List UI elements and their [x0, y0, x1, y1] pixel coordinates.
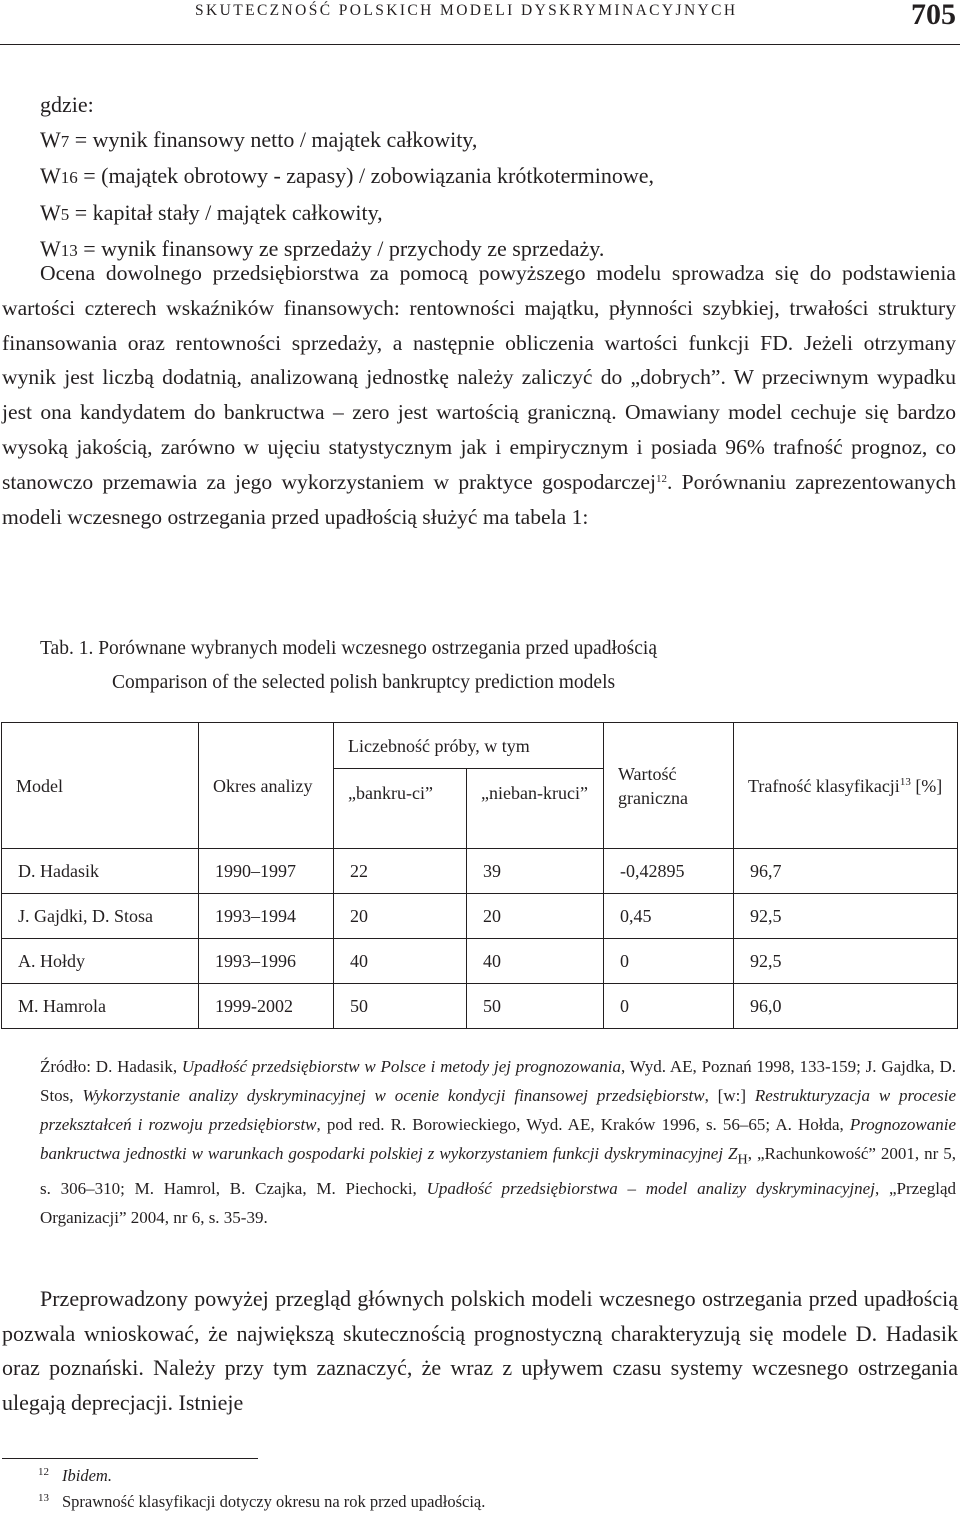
formula-text: = (majątek obrotowy - zapasy) / zobowiązania krótkoterminowe,	[77, 163, 655, 189]
formula-index: 16	[60, 168, 78, 188]
source-text: Źródło: D. Hadasik,	[40, 1057, 182, 1076]
header-period: Okres analizy	[199, 723, 334, 849]
formula-text: = wynik finansowy netto / majątek całkowity,	[69, 126, 478, 152]
formula-line	[40, 196, 955, 233]
header-sample: Liczebność próby, w tym	[334, 723, 604, 769]
cell-model: D. Hadasik	[2, 849, 199, 894]
formula-definitions	[40, 88, 955, 269]
footnote-text: Sprawność klasyfikacji dotyczy okresu na rok przed upadłością.	[62, 1492, 486, 1511]
formula-var: W	[40, 163, 61, 189]
header-accuracy-label: Trafność klasyfikacji	[748, 775, 900, 796]
table-row	[2, 849, 958, 894]
footnote-text: Ibidem.	[62, 1466, 112, 1485]
header-threshold: Wartość graniczna	[604, 723, 734, 849]
formula-line	[40, 159, 955, 196]
cell-threshold: -0,42895	[604, 849, 734, 894]
cell-accuracy: 92,5	[734, 894, 958, 939]
header-accuracy-unit: [%]	[910, 775, 943, 796]
running-title: SKUTECZNOŚĆ POLSKICH MODELI DYSKRYMINACYJNYCH	[195, 2, 738, 19]
cell-accuracy: 96,0	[734, 984, 958, 1029]
footnote-divider	[2, 1458, 258, 1459]
formula-text: = wynik finansowy ze sprzedaży / przychody ze sprzedaży.	[77, 236, 605, 262]
cell-threshold: 0	[604, 984, 734, 1029]
table-caption: Tab. 1. Porównane wybranych modeli wczesnego ostrzegania przed upadłością	[40, 638, 658, 659]
cell-period: 1990–1997	[199, 849, 334, 894]
formula-line	[40, 123, 955, 160]
header-nonbankrupt: „nieban-kruci”	[467, 769, 604, 849]
formula-var: W	[40, 199, 61, 225]
source-text: , pod red. R. Borowieckiego, Wyd. AE, Kraków 1996, s. 56–65; A. Hołda,	[316, 1115, 850, 1134]
cell-threshold: 0,45	[604, 894, 734, 939]
source-title: Wykorzystanie analizy dyskryminacyjnej w ocenie kondycji finansowej przedsiębiorstw	[82, 1086, 705, 1105]
cell-nonbankrupt: 39	[467, 849, 604, 894]
cell-model: J. Gajdki, D. Stosa	[2, 894, 199, 939]
table-source	[40, 1052, 956, 1232]
source-title: Upadłość przedsiębiorstwa – model analizy dyskryminacyjnej	[426, 1179, 875, 1199]
footnote-mark: 12	[38, 1466, 49, 1478]
formula-var: W	[40, 126, 61, 152]
cell-bankrupt: 20	[334, 894, 467, 939]
source-title: Upadłość przedsiębiorstw w Polsce i metody jej prognozowania	[181, 1057, 621, 1076]
source-text: , „Rachunkowość” 2001, nr 5, s. 306–310; M. Hamrol, B. Czajka, M. Piechocki,	[40, 1144, 956, 1199]
comparison-table	[1, 722, 958, 1029]
cell-nonbankrupt: 40	[467, 939, 604, 984]
table-header-row	[2, 723, 958, 769]
table-row	[2, 894, 958, 939]
cell-accuracy: 96,7	[734, 849, 958, 894]
table-row	[2, 984, 958, 1029]
cell-bankrupt: 50	[334, 984, 467, 1029]
source-title: Prognozowanie bankructwa jednostki w warunkach gospodarki polskiej z wykorzystaniem funkcji dyskryminacyjnej Z	[40, 1115, 956, 1163]
cell-bankrupt: 22	[334, 849, 467, 894]
formula-index: 13	[60, 241, 78, 261]
paragraph-text: Ocena dowolnego przedsiębiorstwa za pomocą powyższego modelu sprowadza się do podstawienia wartości czterech wskaźników finansowych: rentowności majątku, płynności szybkiej, trwałości struktury finansowania oraz rentowności sprzedaży, a następnie obliczenia wartości funkcji FD. Jeżeli otrzymany wynik jest liczbą dodatnią, analizowaną jednostkę należy zaliczyć do „dobrych”. W przeciwnym wypadku jest ona kandydatem do bankructwa – zero jest wartością graniczną. Omawiany model cechuje się bardzo wysoką jakością, zarówno w ujęciu statystycznym jak i empirycznym i posiada 96% trafność prognoz, co stanowczo przemawia za jego wykorzystaniem w praktyce gospodarczej	[2, 261, 956, 494]
conclusion-paragraph: Przeprowadzony powyżej przegląd głównych polskich modeli wczesnego ostrzegania przed upadłością pozwala wnioskować, że największą skutecznością prognostyczną charakteryzują się modele D. Hadasik oraz poznański. Należy przy tym zaznaczyć, że wraz z upływem czasu systemy wczesnego ostrzegania ulegają deprecjacji. Istnieje	[2, 1286, 958, 1415]
footnote-ref-13[interactable]: 13	[899, 775, 911, 788]
source-text: , [w:]	[704, 1086, 755, 1105]
header-accuracy	[734, 723, 958, 849]
footnote-ref-12[interactable]: 12	[655, 472, 667, 485]
running-header	[0, 0, 960, 45]
formula-text: = kapitał stały / majątek całkowity,	[69, 199, 383, 225]
header-bankrupt: „bankru-ci”	[334, 769, 467, 849]
cell-threshold: 0	[604, 939, 734, 984]
table-caption-english: Comparison of the selected polish bankruptcy prediction models	[112, 672, 616, 693]
cell-bankrupt: 40	[334, 939, 467, 984]
cell-nonbankrupt: 20	[467, 894, 604, 939]
cell-model: M. Hamrola	[2, 984, 199, 1029]
formula-intro: gdzie:	[40, 92, 94, 117]
cell-period: 1999-2002	[199, 984, 334, 1029]
cell-nonbankrupt: 50	[467, 984, 604, 1029]
source-subscript: H	[737, 1151, 748, 1168]
page-number: 705	[911, 0, 956, 31]
formula-index: 7	[60, 131, 70, 151]
formula-var: W	[40, 236, 61, 262]
source-text: , „Przegląd Organizacji” 2004, nr 6, s. 35-39.	[40, 1179, 956, 1228]
paragraph-text: . Porównaniu zaprezentowanych modeli wczesnego ostrzegania przed upadłością służyć ma tabela 1:	[2, 469, 956, 529]
cell-period: 1993–1996	[199, 939, 334, 984]
table-row	[2, 939, 958, 984]
header-model: Model	[2, 723, 199, 849]
cell-period: 1993–1994	[199, 894, 334, 939]
formula-index: 5	[60, 204, 70, 224]
source-text: , Wyd. AE, Poznań 1998, 133-159; J. Gajdka, D. Stos,	[40, 1057, 956, 1105]
cell-accuracy: 92,5	[734, 939, 958, 984]
body-paragraph	[2, 256, 956, 534]
cell-model: A. Hołdy	[2, 939, 199, 984]
source-title: Restrukturyzacja w procesie przekształceń i rozwoju przedsiębiorstw	[40, 1086, 957, 1134]
footnote-mark: 13	[38, 1492, 49, 1504]
